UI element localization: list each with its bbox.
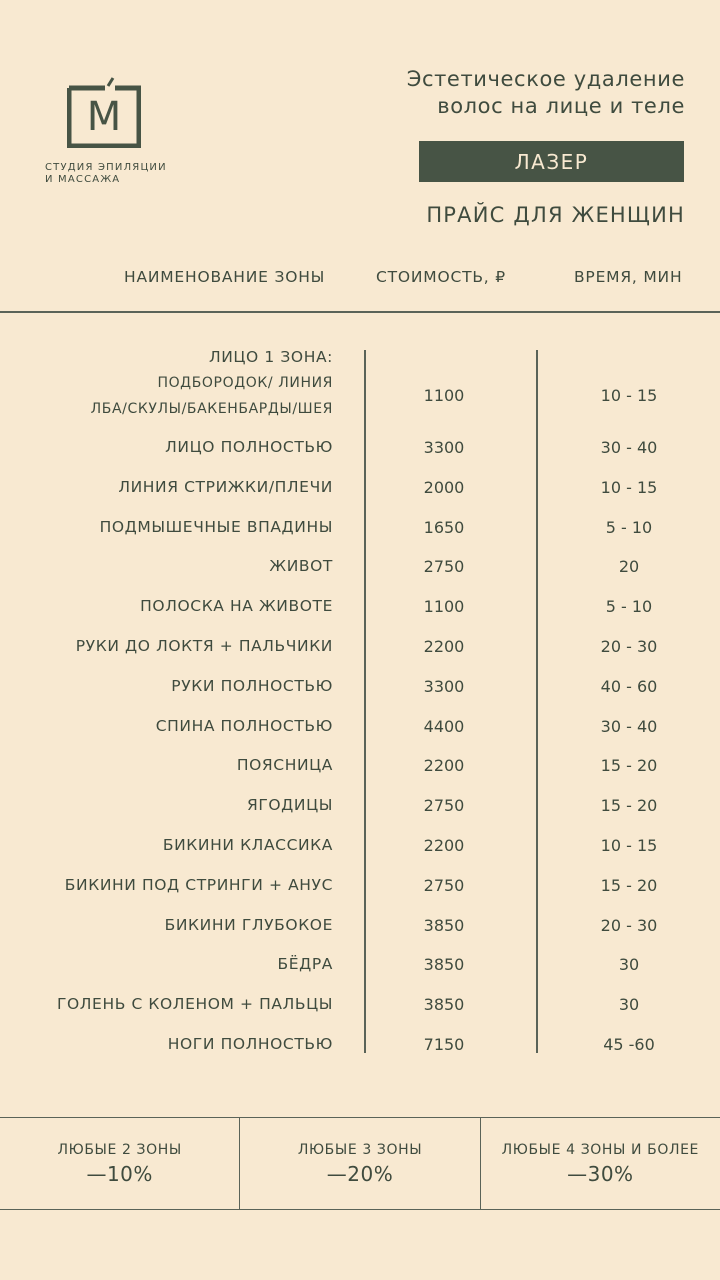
zone-name: ЖИВОТ xyxy=(269,557,333,576)
zone-name: ПОЯСНИЦА xyxy=(236,756,333,775)
zone-price: 2750 xyxy=(423,875,465,895)
zone-time: 10 - 15 xyxy=(600,836,658,855)
zone-time: 20 - 30 xyxy=(600,637,658,656)
zone-name-line3: ЛБА/СКУЛЫ/БАКЕНБАРДЫ/ШЕЯ xyxy=(90,401,333,417)
zone-time: 45 -60 xyxy=(603,1035,655,1054)
zone-price: 3850 xyxy=(423,955,465,975)
zone-time: 15 - 20 xyxy=(600,756,658,776)
zone-price: 3850 xyxy=(423,995,465,1015)
zone-name: СПИНА ПОЛНОСТЬЮ xyxy=(155,716,333,735)
discount-4-zones xyxy=(480,1118,720,1209)
column-header-price: СТОИМОСТЬ, ₽ xyxy=(376,268,506,286)
headline-line2: волос на лице и теле xyxy=(437,94,685,118)
zone-price: 2750 xyxy=(423,557,465,577)
column-divider-right xyxy=(536,350,538,1053)
zone-time: 30 xyxy=(618,995,640,1015)
zone-time: 20 - 30 xyxy=(600,915,658,935)
zone-price: 1650 xyxy=(423,517,465,537)
zone-name: НОГИ ПОЛНОСТЬЮ xyxy=(167,1035,333,1053)
headline xyxy=(365,66,685,120)
zone-time: 30 xyxy=(618,955,640,975)
zone-time: 40 - 60 xyxy=(600,676,658,696)
zone-price: 3850 xyxy=(423,915,465,935)
logo-m-icon xyxy=(67,76,141,148)
discount-label: ЛЮБЫЕ 2 ЗОНЫ xyxy=(57,1141,182,1158)
header-divider xyxy=(0,311,720,313)
zone-time: 10 - 15 xyxy=(600,386,658,405)
column-header-zone: НАИМЕНОВАНИЕ ЗОНЫ xyxy=(124,268,326,286)
zone-name: ЛИЦО ПОЛНОСТЬЮ xyxy=(165,438,333,456)
zone-name: БИКИНИ ГЛУБОКОЕ xyxy=(164,915,333,934)
zone-time: 30 - 40 xyxy=(600,716,658,736)
logo-letter: M xyxy=(86,94,122,140)
zone-name: ГОЛЕНЬ С КОЛЕНОМ + ПАЛЬЦЫ xyxy=(56,995,333,1014)
zone-price: 7150 xyxy=(423,1035,465,1054)
discount-value: —10% xyxy=(86,1161,153,1186)
zone-price: 1100 xyxy=(423,386,465,405)
zone-name: ЛИНИЯ СТРИЖКИ/ПЛЕЧИ xyxy=(118,477,333,496)
zone-name xyxy=(91,344,333,422)
zone-name: РУКИ ДО ЛОКТЯ + ПАЛЬЧИКИ xyxy=(75,637,333,655)
zone-time: 30 - 40 xyxy=(600,438,658,457)
zone-price: 3300 xyxy=(423,438,465,457)
zone-price: 2000 xyxy=(423,477,465,497)
zone-price: 3300 xyxy=(423,676,465,696)
zone-time: 10 - 15 xyxy=(600,477,658,497)
zone-name: ПОЛОСКА НА ЖИВОТЕ xyxy=(140,597,333,616)
discount-label: ЛЮБЫЕ 3 ЗОНЫ xyxy=(297,1141,423,1158)
zone-price: 2200 xyxy=(423,756,465,776)
headline-line1: Эстетическое удаление xyxy=(406,67,685,91)
discount-value: —30% xyxy=(567,1161,634,1186)
discount-label: ЛЮБЫЕ 4 ЗОНЫ И БОЛЕЕ xyxy=(501,1141,699,1158)
discount-2-zones xyxy=(0,1118,239,1209)
zone-price: 1100 xyxy=(423,597,465,617)
column-divider-left xyxy=(364,350,366,1053)
zone-name: БИКИНИ ПОД СТРИНГИ + АНУС xyxy=(64,875,333,894)
zone-time: 5 - 10 xyxy=(605,597,653,617)
laser-badge: ЛАЗЕР xyxy=(419,141,684,182)
zone-price: 2200 xyxy=(423,637,465,656)
price-list-title: ПРАЙС ДЛЯ ЖЕНЩИН xyxy=(426,203,685,227)
zone-time: 5 - 10 xyxy=(605,517,653,537)
zone-price: 2200 xyxy=(423,836,465,855)
discount-3-zones xyxy=(239,1118,479,1209)
zone-name-line1: ЛИЦО 1 ЗОНА: xyxy=(208,348,333,366)
zone-name: РУКИ ПОЛНОСТЬЮ xyxy=(171,676,333,695)
zone-time: 15 - 20 xyxy=(600,875,658,895)
discount-value: —20% xyxy=(326,1161,394,1186)
logo-caption-line1: СТУДИЯ ЭПИЛЯЦИИ xyxy=(45,162,167,173)
zone-name-line2: ПОДБОРОДОК/ ЛИНИЯ xyxy=(157,375,333,391)
zone-price: 2750 xyxy=(423,796,465,816)
zone-name: ЯГОДИЦЫ xyxy=(246,796,333,815)
zone-time: 15 - 20 xyxy=(600,796,658,816)
zone-name: БЁДРА xyxy=(277,955,333,974)
zone-time: 20 xyxy=(618,557,640,577)
zone-name: БИКИНИ КЛАССИКА xyxy=(162,836,333,854)
discounts-bar xyxy=(0,1117,720,1210)
zone-name: ПОДМЫШЕЧНЫЕ ВПАДИНЫ xyxy=(99,517,333,536)
logo-caption xyxy=(45,162,175,186)
logo-caption-line2: И МАССАЖА xyxy=(45,174,121,185)
zone-price: 4400 xyxy=(423,716,465,736)
column-header-time: ВРЕМЯ, МИН xyxy=(574,268,683,286)
